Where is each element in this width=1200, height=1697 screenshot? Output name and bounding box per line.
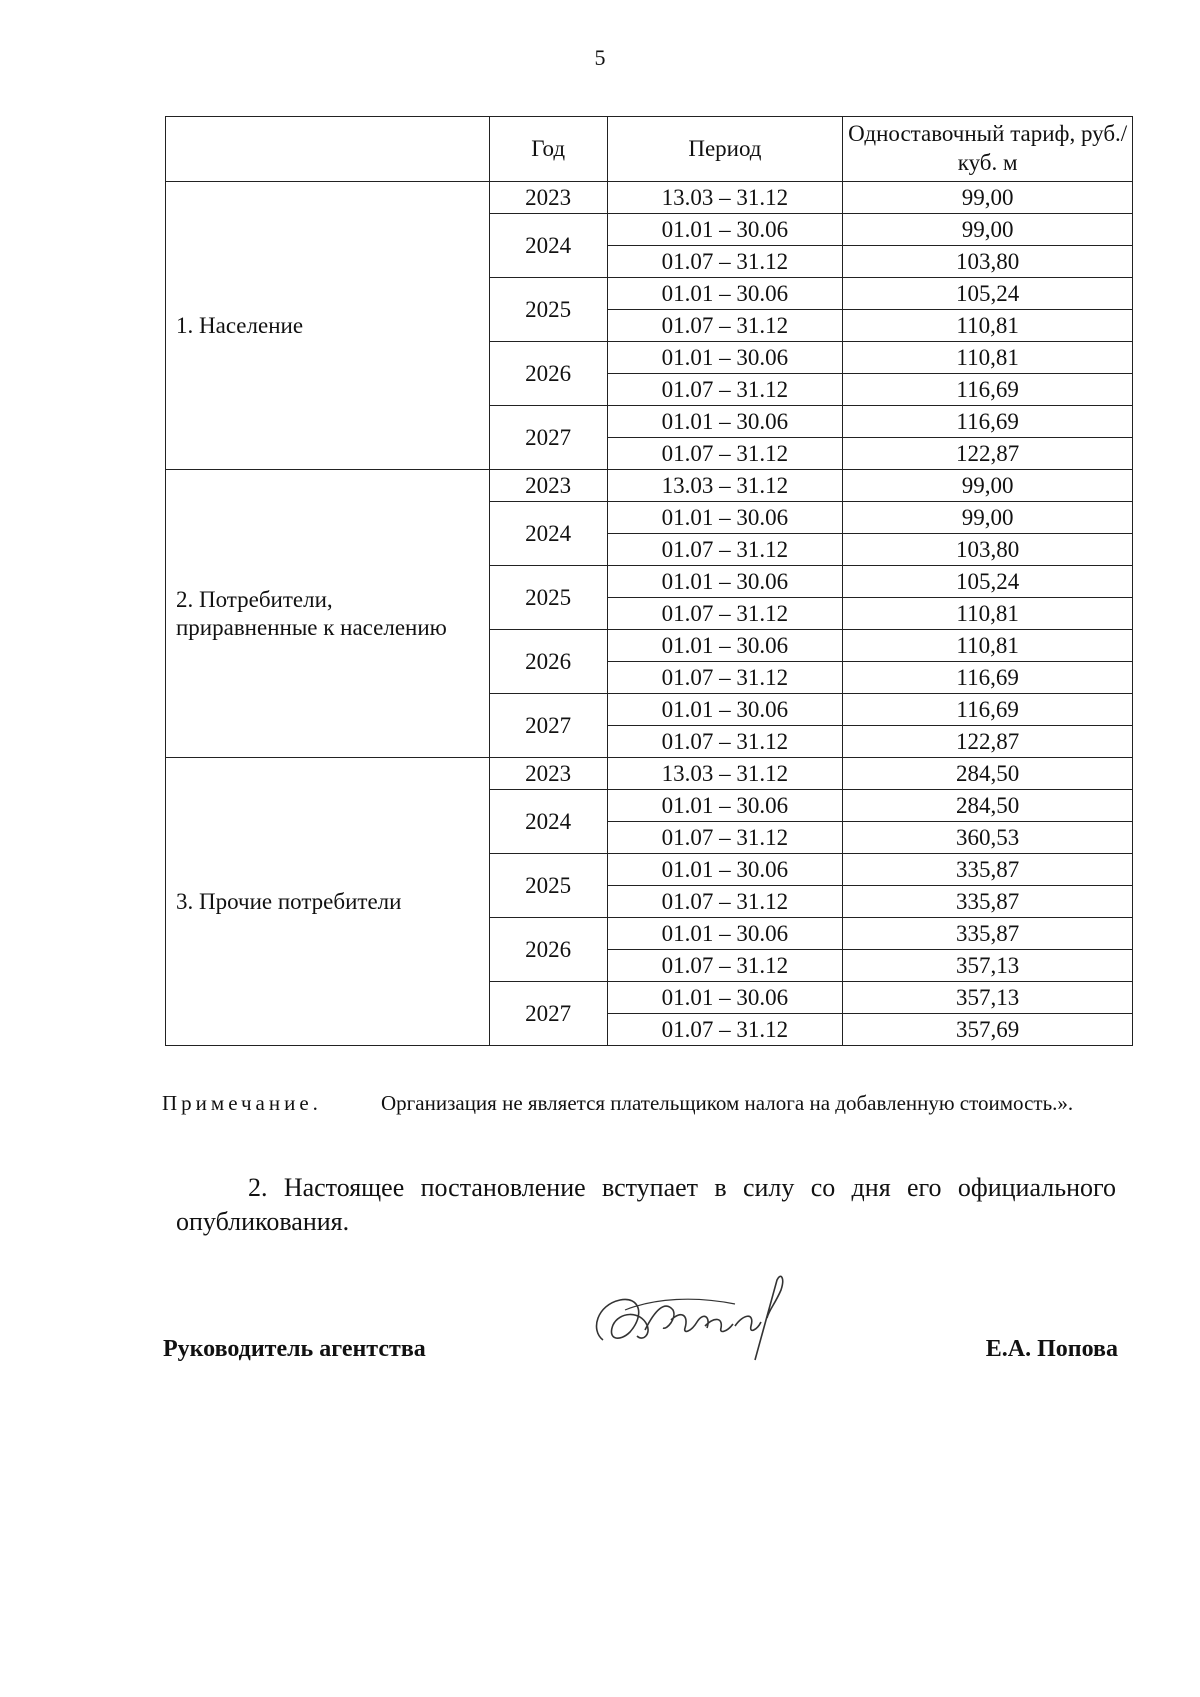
year-cell: 2023	[489, 758, 607, 790]
period-cell: 01.07 – 31.12	[607, 246, 843, 278]
tariff-cell: 335,87	[843, 854, 1133, 886]
period-cell: 01.07 – 31.12	[607, 886, 843, 918]
period-cell: 01.01 – 30.06	[607, 982, 843, 1014]
period-cell: 13.03 – 31.12	[607, 182, 843, 214]
tariff-cell: 110,81	[843, 630, 1133, 662]
period-cell: 01.01 – 30.06	[607, 694, 843, 726]
effective-date-paragraph: 2. Настоящее постановление вступает в силу со дня его официального опубликования.	[176, 1173, 1116, 1236]
consumer-group-cell: 2. Потребители, приравненные к населению	[166, 470, 490, 758]
tariff-cell: 357,13	[843, 982, 1133, 1014]
tariff-cell: 357,13	[843, 950, 1133, 982]
period-cell: 01.07 – 31.12	[607, 662, 843, 694]
tariff-cell: 284,50	[843, 790, 1133, 822]
tariff-cell: 122,87	[843, 726, 1133, 758]
note-label: Примечание.	[162, 1091, 322, 1115]
year-cell: 2025	[489, 278, 607, 342]
period-cell: 01.07 – 31.12	[607, 822, 843, 854]
tariff-cell: 116,69	[843, 374, 1133, 406]
note-text: Организация не является плательщиком налога на добавленную стоимость.».	[381, 1091, 1074, 1115]
period-cell: 01.01 – 30.06	[607, 278, 843, 310]
tariff-cell: 105,24	[843, 566, 1133, 598]
tariff-cell: 99,00	[843, 502, 1133, 534]
tariff-cell: 335,87	[843, 918, 1133, 950]
tariff-cell: 99,00	[843, 214, 1133, 246]
period-cell: 01.01 – 30.06	[607, 918, 843, 950]
year-cell: 2024	[489, 790, 607, 854]
tariff-cell: 284,50	[843, 758, 1133, 790]
header-group	[166, 117, 490, 182]
year-cell: 2026	[489, 918, 607, 982]
period-cell: 01.07 – 31.12	[607, 374, 843, 406]
year-cell: 2026	[489, 342, 607, 406]
tariff-table	[165, 116, 1133, 1046]
tariff-cell: 360,53	[843, 822, 1133, 854]
period-cell: 01.01 – 30.06	[607, 566, 843, 598]
table-row	[166, 470, 1133, 502]
year-cell: 2026	[489, 630, 607, 694]
table-header-row	[166, 117, 1133, 182]
tariff-cell: 110,81	[843, 342, 1133, 374]
header-period: Период	[607, 117, 843, 182]
tariff-cell: 116,69	[843, 694, 1133, 726]
period-cell: 01.01 – 30.06	[607, 630, 843, 662]
year-cell: 2027	[489, 982, 607, 1046]
period-cell: 01.01 – 30.06	[607, 502, 843, 534]
period-cell: 01.07 – 31.12	[607, 950, 843, 982]
period-cell: 13.03 – 31.12	[607, 470, 843, 502]
period-cell: 01.01 – 30.06	[607, 790, 843, 822]
tariff-cell: 110,81	[843, 598, 1133, 630]
consumer-group-cell: 3. Прочие потребители	[166, 758, 490, 1046]
period-cell: 01.07 – 31.12	[607, 726, 843, 758]
year-cell: 2027	[489, 694, 607, 758]
period-cell: 13.03 – 31.12	[607, 758, 843, 790]
period-cell: 01.07 – 31.12	[607, 438, 843, 470]
tariff-cell: 105,24	[843, 278, 1133, 310]
consumer-group-cell: 1. Население	[166, 182, 490, 470]
tariff-cell: 99,00	[843, 182, 1133, 214]
signatory-name: Е.А. Попова	[985, 1336, 1118, 1362]
period-cell: 01.01 – 30.06	[607, 342, 843, 374]
tariff-cell: 116,69	[843, 406, 1133, 438]
table-row	[166, 758, 1133, 790]
period-cell: 01.01 – 30.06	[607, 214, 843, 246]
tariff-cell: 99,00	[843, 470, 1133, 502]
period-cell: 01.07 – 31.12	[607, 534, 843, 566]
table-body	[166, 182, 1133, 1046]
tariff-cell: 357,69	[843, 1014, 1133, 1046]
signature-image	[585, 1270, 795, 1370]
signatory-title: Руководитель агентства	[163, 1336, 426, 1362]
page-number: 5	[594, 45, 606, 70]
header-year: Год	[489, 117, 607, 182]
period-cell: 01.01 – 30.06	[607, 854, 843, 886]
period-cell: 01.07 – 31.12	[607, 1014, 843, 1046]
year-cell: 2025	[489, 566, 607, 630]
period-cell: 01.01 – 30.06	[607, 406, 843, 438]
header-tariff: Одноставочный тариф, руб./куб. м	[843, 117, 1133, 182]
tariff-cell: 110,81	[843, 310, 1133, 342]
table-row	[166, 182, 1133, 214]
year-cell: 2024	[489, 214, 607, 278]
tariff-cell: 103,80	[843, 246, 1133, 278]
year-cell: 2023	[489, 470, 607, 502]
year-cell: 2024	[489, 502, 607, 566]
tariff-cell: 335,87	[843, 886, 1133, 918]
period-cell: 01.07 – 31.12	[607, 598, 843, 630]
year-cell: 2027	[489, 406, 607, 470]
tariff-cell: 116,69	[843, 662, 1133, 694]
period-cell: 01.07 – 31.12	[607, 310, 843, 342]
year-cell: 2023	[489, 182, 607, 214]
tariff-cell: 122,87	[843, 438, 1133, 470]
year-cell: 2025	[489, 854, 607, 918]
tariff-cell: 103,80	[843, 534, 1133, 566]
